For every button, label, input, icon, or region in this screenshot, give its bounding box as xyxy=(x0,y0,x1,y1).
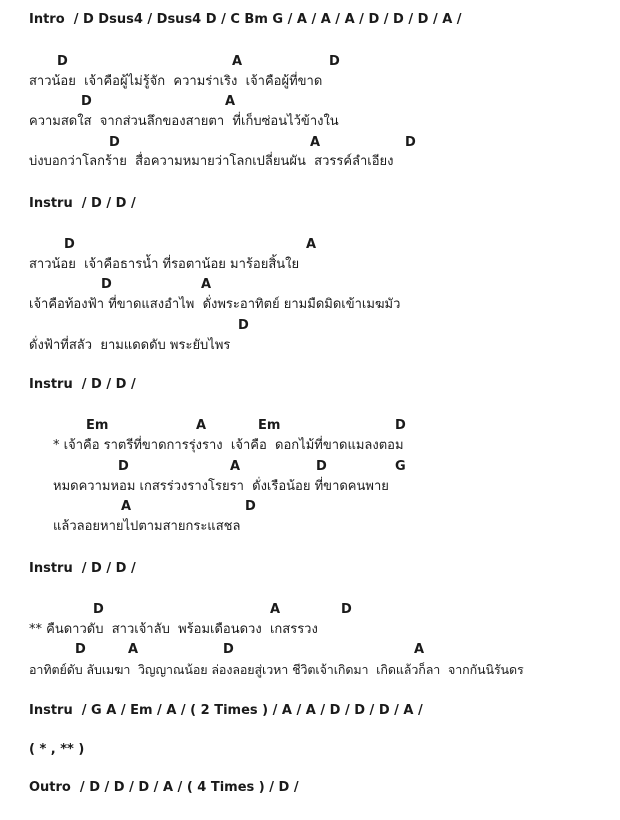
chord: A xyxy=(196,418,207,433)
chord: A xyxy=(306,237,317,252)
chord: A xyxy=(270,602,281,617)
lyric-line: * เจ้าคือ ราตรีที่ขาดการรุ่งราง เจ้าคือ ดอกไม้ที่ขาดแมลงตอม xyxy=(53,438,404,453)
chord: D xyxy=(57,54,68,69)
outro-line: Outro / D / D / D / A / ( 4 Times ) / D / xyxy=(29,780,299,795)
chord: A xyxy=(225,94,236,109)
chord: D xyxy=(329,54,340,69)
chord: Em xyxy=(258,418,281,433)
lyric-line: ความสดใส จากส่วนลึกของสายตา ที่เก็บซ่อนไว้ข้างใน xyxy=(29,114,339,129)
chord: D xyxy=(93,602,104,617)
chord: D xyxy=(81,94,92,109)
chord: D xyxy=(75,642,86,657)
chord: D xyxy=(64,237,75,252)
chord: D xyxy=(118,459,129,474)
chord: D xyxy=(395,418,406,433)
chord: A xyxy=(128,642,139,657)
lyric-line: อาทิตย์ดับ ลับเมฆา วิญญาณน้อย ล่องลอยสู่เวหา ชีวิตเจ้าเกิดมา เกิดแล้วก็ลา จากกันนิรันดร xyxy=(29,662,524,677)
lyric-line: สาวน้อย เจ้าคือผู้ไม่รู้จัก ความร่าเริง เจ้าคือผู้ที่ขาด xyxy=(29,74,323,89)
chord: A xyxy=(121,499,132,514)
chord: Em xyxy=(86,418,109,433)
chord: D xyxy=(101,277,112,292)
chord: D xyxy=(316,459,327,474)
chord: D xyxy=(245,499,256,514)
chord: D xyxy=(341,602,352,617)
instru-line: Instru / G A / Em / A / ( 2 Times ) / A / A / D / D / D / A / xyxy=(29,703,423,718)
chord: D xyxy=(109,135,120,150)
repeat-line: ( * , ** ) xyxy=(29,742,85,757)
chord: A xyxy=(232,54,243,69)
chord: A xyxy=(230,459,241,474)
lyric-line: แล้วลอยหายไปตามสายกระแสชล xyxy=(53,519,241,534)
instru-line: Instru / D / D / xyxy=(29,377,136,392)
chord: D xyxy=(238,318,249,333)
chord: A xyxy=(201,277,212,292)
lyric-line: ดั่งฟ้าที่สลัว ยามแดดดับ พระยับไพร xyxy=(29,338,231,353)
intro-line: Intro / D Dsus4 / Dsus4 D / C Bm G / A / A / A / D / D / D / A / xyxy=(29,12,462,27)
chord: G xyxy=(395,459,406,474)
chord: D xyxy=(405,135,416,150)
instru-line: Instru / D / D / xyxy=(29,196,136,211)
lyric-line: หมดความหอม เกสรร่วงรางโรยรา ดั่งเรือน้อย ที่ขาดคนพาย xyxy=(53,479,389,494)
chord: A xyxy=(414,642,425,657)
lyric-line: สาวน้อย เจ้าคือธารน้ำ ที่รอตาน้อย มาร้อยสิ้นใย xyxy=(29,257,300,272)
chord: D xyxy=(223,642,234,657)
chord: A xyxy=(310,135,321,150)
instru-line: Instru / D / D / xyxy=(29,561,136,576)
lyric-line: ** คืนดาวดับ สาวเจ้าลับ พร้อมเดือนดวง เกสรรวง xyxy=(29,622,318,637)
lyric-line: บ่งบอกว่าโลกร้าย สื่อความหมายว่าโลกเปลี่ยนผัน สวรรค์ลำเอียง xyxy=(29,154,394,169)
lyric-line: เจ้าคือท้องฟ้า ที่ขาดแสงอำไพ ดั่งพระอาทิตย์ ยามมืดมิดเข้าเมฆมัว xyxy=(29,297,401,312)
